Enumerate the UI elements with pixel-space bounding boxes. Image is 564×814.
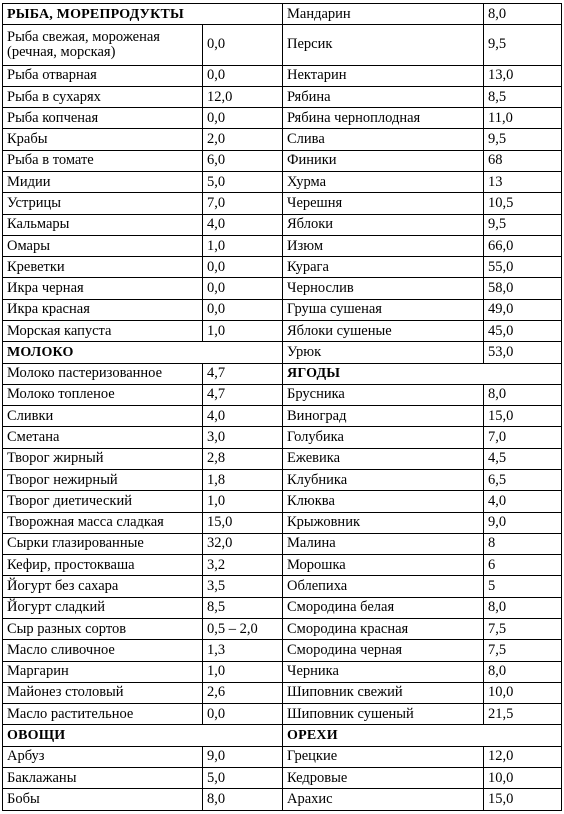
- product-name: Голубика: [283, 427, 484, 448]
- carb-value: 4,7: [203, 363, 283, 384]
- left-table-row: [3, 597, 283, 618]
- carb-value: 58,0: [484, 278, 562, 299]
- carb-value: 4,0: [203, 406, 283, 427]
- right-table-row: [283, 384, 562, 405]
- left-table-row: [3, 512, 283, 533]
- left-table-row: [3, 469, 283, 490]
- product-name: Йогурт сладкий: [3, 597, 203, 618]
- right-table-row: [283, 704, 562, 725]
- left-table-row: [3, 640, 283, 661]
- product-name: Ежевика: [283, 448, 484, 469]
- right-table-row: [283, 299, 562, 320]
- product-name: Кедровые: [283, 767, 484, 788]
- right-table-row: [283, 597, 562, 618]
- product-name: Икра черная: [3, 278, 203, 299]
- product-name: Рыба свежая, мороженая (речная, морская): [3, 25, 203, 65]
- left-section-row: [3, 4, 283, 25]
- product-name: Смородина черная: [283, 640, 484, 661]
- carb-value: 8,0: [484, 384, 562, 405]
- left-table-row: [3, 533, 283, 554]
- carb-value: 4,5: [484, 448, 562, 469]
- carb-value: 2,0: [203, 129, 283, 150]
- left-table-row: [3, 299, 283, 320]
- carb-value: 1,0: [203, 235, 283, 256]
- left-table-row: [3, 384, 283, 405]
- product-name: Шиповник сушеный: [283, 704, 484, 725]
- left-table-row: [3, 193, 283, 214]
- carb-value: 4,0: [203, 214, 283, 235]
- right-table-row: [283, 129, 562, 150]
- product-name: Смородина белая: [283, 597, 484, 618]
- carbohydrate-table: [2, 3, 561, 811]
- product-name: Сырки глазированные: [3, 533, 203, 554]
- product-name: Смородина красная: [283, 618, 484, 639]
- section-heading: ЯГОДЫ: [283, 363, 562, 384]
- right-table-row: [283, 25, 562, 65]
- product-name: Творожная масса сладкая: [3, 512, 203, 533]
- product-name: Майонез столовый: [3, 682, 203, 703]
- carb-value: 1,0: [203, 661, 283, 682]
- right-table-row: [283, 193, 562, 214]
- right-table-row: [283, 214, 562, 235]
- right-table-row: [283, 555, 562, 576]
- carb-value: 8,0: [484, 661, 562, 682]
- carb-value: 0,0: [203, 108, 283, 129]
- carb-value: 2,6: [203, 682, 283, 703]
- left-table-row: [3, 704, 283, 725]
- left-table-row: [3, 576, 283, 597]
- carb-value: 8,5: [203, 597, 283, 618]
- carb-value: 49,0: [484, 299, 562, 320]
- carb-value: 13: [484, 172, 562, 193]
- left-section-row: [3, 342, 283, 363]
- right-table-row: [283, 278, 562, 299]
- product-name: Творог жирный: [3, 448, 203, 469]
- carb-value: 1,0: [203, 491, 283, 512]
- left-table-row: [3, 682, 283, 703]
- section-heading: ОРЕХИ: [283, 725, 562, 746]
- product-name: Слива: [283, 129, 484, 150]
- right-table-row: [283, 618, 562, 639]
- carb-value: 7,0: [484, 427, 562, 448]
- right-section-row: [283, 363, 562, 384]
- product-name: Клюква: [283, 491, 484, 512]
- carb-value: 7,5: [484, 618, 562, 639]
- carb-value: 5,0: [203, 767, 283, 788]
- left-table-row: [3, 448, 283, 469]
- carb-value: 3,5: [203, 576, 283, 597]
- product-name: Персик: [283, 25, 484, 65]
- left-table-row: [3, 214, 283, 235]
- product-name: Мидии: [3, 172, 203, 193]
- left-column-table: [2, 3, 283, 811]
- product-name: Курага: [283, 257, 484, 278]
- carb-value: 9,0: [203, 746, 283, 767]
- product-name: Рыба копченая: [3, 108, 203, 129]
- product-name: Сметана: [3, 427, 203, 448]
- product-name: Крабы: [3, 129, 203, 150]
- right-table-row: [283, 4, 562, 25]
- product-name: Малина: [283, 533, 484, 554]
- left-table-row: [3, 172, 283, 193]
- carb-value: 7,5: [484, 640, 562, 661]
- product-name: Омары: [3, 235, 203, 256]
- product-name: Рыба в томате: [3, 150, 203, 171]
- product-name: Яблоки сушеные: [283, 321, 484, 342]
- product-name: Молоко пастеризованное: [3, 363, 203, 384]
- left-table-row: [3, 25, 283, 65]
- right-table-row: [283, 640, 562, 661]
- right-table-row: [283, 469, 562, 490]
- product-name: Молоко топленое: [3, 384, 203, 405]
- carb-value: 0,0: [203, 278, 283, 299]
- product-name: Брусника: [283, 384, 484, 405]
- carb-value: 10,0: [484, 767, 562, 788]
- right-table-row: [283, 321, 562, 342]
- carb-value: 1,8: [203, 469, 283, 490]
- carb-value: 0,0: [203, 257, 283, 278]
- product-name: Грецкие: [283, 746, 484, 767]
- left-table-row: [3, 406, 283, 427]
- right-table-row: [283, 342, 562, 363]
- carb-value: 21,5: [484, 704, 562, 725]
- right-table-row: [283, 491, 562, 512]
- carb-value: 9,5: [484, 25, 562, 65]
- carb-value: 4,7: [203, 384, 283, 405]
- right-table-row: [283, 427, 562, 448]
- carb-value: 6,0: [203, 150, 283, 171]
- product-name: Яблоки: [283, 214, 484, 235]
- product-name: Сыр разных сортов: [3, 618, 203, 639]
- product-name: Рябина черноплодная: [283, 108, 484, 129]
- carb-value: 6: [484, 555, 562, 576]
- carb-value: 55,0: [484, 257, 562, 278]
- carb-value: 5,0: [203, 172, 283, 193]
- carb-value: 1,0: [203, 321, 283, 342]
- product-name: Нектарин: [283, 65, 484, 86]
- left-table-row: [3, 65, 283, 86]
- product-name: Сливки: [3, 406, 203, 427]
- carb-value: 6,5: [484, 469, 562, 490]
- carb-value: 68: [484, 150, 562, 171]
- carb-value: 66,0: [484, 235, 562, 256]
- product-name: Масло растительное: [3, 704, 203, 725]
- product-name: Творог диетический: [3, 491, 203, 512]
- product-name: Черешня: [283, 193, 484, 214]
- product-name: Виноград: [283, 406, 484, 427]
- carb-value: 3,0: [203, 427, 283, 448]
- left-table-row: [3, 555, 283, 576]
- right-table-row: [283, 150, 562, 171]
- left-table-row: [3, 321, 283, 342]
- carb-value: 15,0: [484, 789, 562, 811]
- carb-value: 0,0: [203, 299, 283, 320]
- carb-value: 12,0: [484, 746, 562, 767]
- left-table-row: [3, 278, 283, 299]
- carb-value: 3,2: [203, 555, 283, 576]
- carb-value: 15,0: [484, 406, 562, 427]
- carb-value: 2,8: [203, 448, 283, 469]
- product-name: Йогурт без сахара: [3, 576, 203, 597]
- section-heading: ОВОЩИ: [3, 725, 283, 746]
- carb-value: 53,0: [484, 342, 562, 363]
- carb-value: 9,0: [484, 512, 562, 533]
- carb-value: 45,0: [484, 321, 562, 342]
- product-name: Изюм: [283, 235, 484, 256]
- carb-value: 0,0: [203, 65, 283, 86]
- right-section-row: [283, 725, 562, 746]
- product-name: Кефир, простокваша: [3, 555, 203, 576]
- right-table-row: [283, 682, 562, 703]
- carb-value: 8,0: [484, 4, 562, 25]
- product-name: Хурма: [283, 172, 484, 193]
- carb-value: 11,0: [484, 108, 562, 129]
- right-table-row: [283, 533, 562, 554]
- product-name: Бобы: [3, 789, 203, 811]
- carb-value: 1,3: [203, 640, 283, 661]
- carb-value: 0,0: [203, 704, 283, 725]
- left-table-row: [3, 767, 283, 788]
- right-table-row: [283, 576, 562, 597]
- product-name: Масло сливочное: [3, 640, 203, 661]
- left-table-row: [3, 427, 283, 448]
- carb-value: 8,5: [484, 86, 562, 107]
- product-name: Рыба в сухарях: [3, 86, 203, 107]
- right-table-row: [283, 767, 562, 788]
- product-name: Креветки: [3, 257, 203, 278]
- left-table-row: [3, 235, 283, 256]
- right-table-row: [283, 235, 562, 256]
- product-name: Черника: [283, 661, 484, 682]
- product-name: Мандарин: [283, 4, 484, 25]
- product-name: Клубника: [283, 469, 484, 490]
- right-table-row: [283, 406, 562, 427]
- product-name: Морошка: [283, 555, 484, 576]
- product-name: Рыба отварная: [3, 65, 203, 86]
- left-table-row: [3, 86, 283, 107]
- right-table-row: [283, 86, 562, 107]
- carb-value: 8: [484, 533, 562, 554]
- carb-value: 9,5: [484, 129, 562, 150]
- right-table-row: [283, 789, 562, 811]
- product-name: Урюк: [283, 342, 484, 363]
- right-table-row: [283, 661, 562, 682]
- carb-value: 10,5: [484, 193, 562, 214]
- product-name: Рябина: [283, 86, 484, 107]
- right-table-row: [283, 448, 562, 469]
- carb-value: 8,0: [203, 789, 283, 811]
- right-column-table: [282, 3, 562, 811]
- product-name: Крыжовник: [283, 512, 484, 533]
- carb-value: 15,0: [203, 512, 283, 533]
- left-table-row: [3, 108, 283, 129]
- product-name: Морская капуста: [3, 321, 203, 342]
- product-name: Шиповник свежий: [283, 682, 484, 703]
- product-name: Облепиха: [283, 576, 484, 597]
- right-table-row: [283, 65, 562, 86]
- left-table-row: [3, 129, 283, 150]
- left-table-row: [3, 618, 283, 639]
- left-table-row: [3, 746, 283, 767]
- product-name: Груша сушеная: [283, 299, 484, 320]
- product-name: Арахис: [283, 789, 484, 811]
- carb-value: 5: [484, 576, 562, 597]
- section-heading: РЫБА, МОРЕПРОДУКТЫ: [3, 4, 283, 25]
- left-table-row: [3, 789, 283, 811]
- carb-value: 0,5 – 2,0: [203, 618, 283, 639]
- product-name: Чернослив: [283, 278, 484, 299]
- left-table-row: [3, 661, 283, 682]
- carb-value: 10,0: [484, 682, 562, 703]
- right-table-row: [283, 172, 562, 193]
- product-name: Маргарин: [3, 661, 203, 682]
- right-table-row: [283, 108, 562, 129]
- carb-value: 9,5: [484, 214, 562, 235]
- product-name: Баклажаны: [3, 767, 203, 788]
- carb-value: 4,0: [484, 491, 562, 512]
- product-name: Арбуз: [3, 746, 203, 767]
- product-name: Финики: [283, 150, 484, 171]
- right-table-row: [283, 512, 562, 533]
- product-name: Творог нежирный: [3, 469, 203, 490]
- left-table-row: [3, 363, 283, 384]
- left-table-row: [3, 491, 283, 512]
- section-heading: МОЛОКО: [3, 342, 283, 363]
- right-table-row: [283, 257, 562, 278]
- right-table-row: [283, 746, 562, 767]
- carb-value: 8,0: [484, 597, 562, 618]
- left-table-row: [3, 257, 283, 278]
- left-table-row: [3, 150, 283, 171]
- carb-value: 13,0: [484, 65, 562, 86]
- carb-value: 12,0: [203, 86, 283, 107]
- left-section-row: [3, 725, 283, 746]
- carb-value: 7,0: [203, 193, 283, 214]
- product-name: Устрицы: [3, 193, 203, 214]
- product-name: Кальмары: [3, 214, 203, 235]
- carb-value: 0,0: [203, 25, 283, 65]
- product-name: Икра красная: [3, 299, 203, 320]
- carb-value: 32,0: [203, 533, 283, 554]
